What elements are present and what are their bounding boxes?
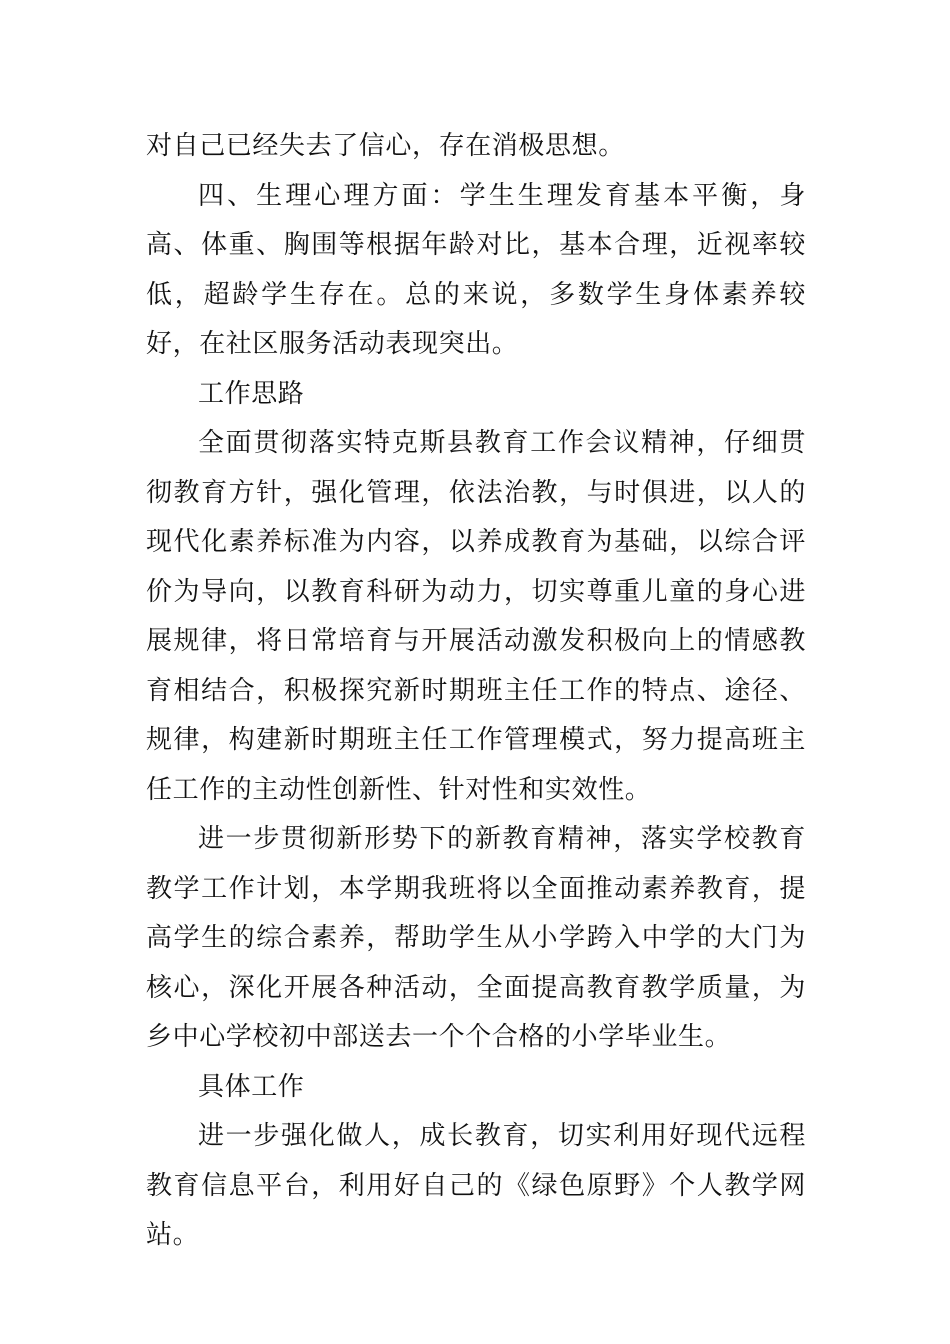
paragraph-education-spirit: 进一步贯彻新形势下的新教育精神，落实学校教育教学工作计划，本学期我班将以全面推动素养教育，提高学生的综合素养，帮助学生从小学跨入中学的大门为核心，深化开展各种活动，全面提高教育教学质量，为乡中心学校初中部送去一个个合格的小学毕业生。 (146, 824, 806, 1052)
paragraph-work-approach: 全面贯彻落实特克斯县教育工作会议精神，仔细贯彻教育方针，强化管理，依法治教，与时俱进，以人的现代化素养标准为内容，以养成教育为基础，以综合评价为导向，以教育科研为动力，切实尊重儿童的身心进展规律，将日常培育与开展活动激发积极向上的情感教育相结合，积极探究新时期班主任工作的特点、途径、规律，构建新时期班主任工作管理模式，努力提高班主任工作的主动性创新性、针对性和实效性。 (146, 428, 806, 805)
paragraph-specific-work: 进一步强化做人，成长教育，切实利用好现代远程教育信息平台，利用好自己的《绿色原野》个人教学网站。 (146, 1121, 806, 1250)
heading-work-approach: 工作思路 (198, 378, 305, 409)
paragraph-physiology: 四、生理心理方面：学生生理发育基本平衡，身高、体重、胸围等根据年龄对比，基本合理，近视率较低，超龄学生存在。总的来说，多数学生身体素养较好，在社区服务活动表现突出。 (146, 180, 806, 359)
paragraph-continuation: 对自己已经失去了信心，存在消极思想。 (146, 131, 625, 161)
document-body (146, 122, 806, 1261)
heading-specific-work: 具体工作 (198, 1071, 305, 1102)
